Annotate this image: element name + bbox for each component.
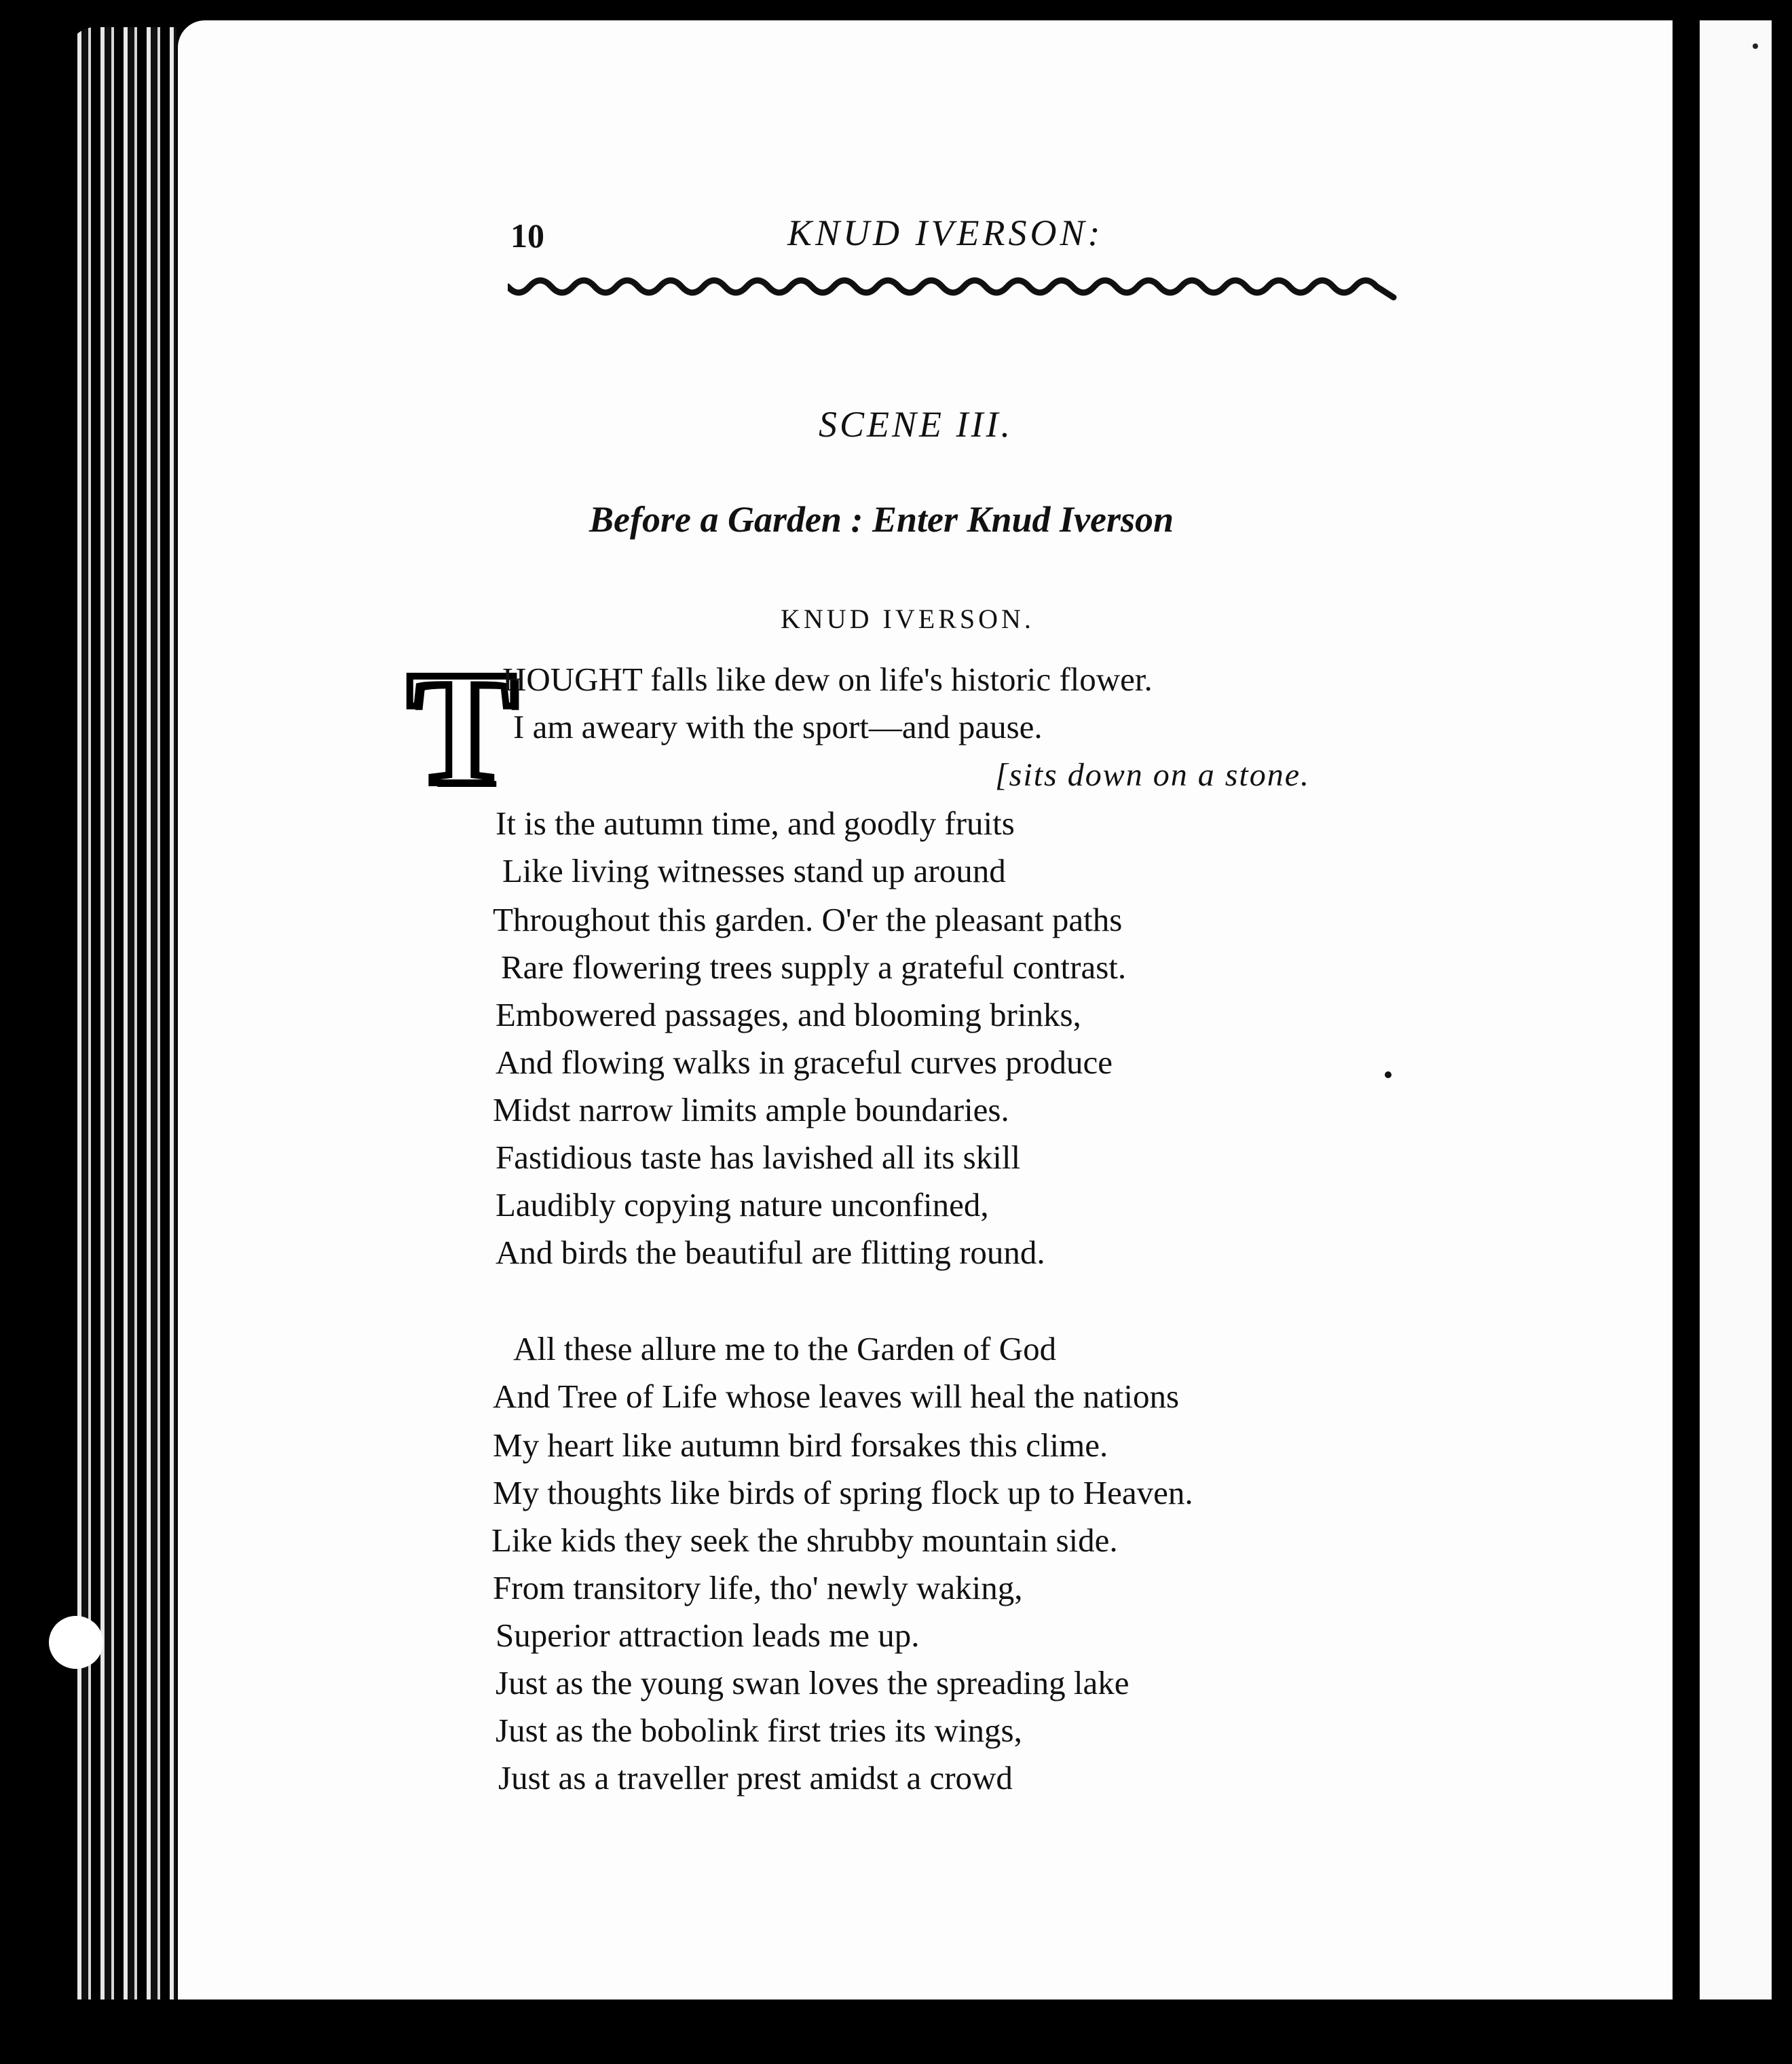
binding-page-edges <box>68 27 176 2023</box>
stage-direction: Before a Garden : Enter Knud Iverson <box>589 499 1174 540</box>
verse-line: Throughout this garden. O'er the pleasant paths <box>493 901 1123 938</box>
stage-direction-sits: [sits down on a stone. <box>995 757 1311 793</box>
verse-line: Like living witnesses stand up around <box>502 852 1006 889</box>
verse-line: And flowing walks in graceful curves produce <box>496 1044 1113 1081</box>
verse-line: Laudibly copying nature unconfined, <box>496 1186 989 1223</box>
scan-speck <box>1753 43 1758 49</box>
drop-cap-initial: T <box>407 638 517 818</box>
scene-title: SCENE III. <box>819 404 1013 445</box>
verse-line: It is the autumn time, and goodly fruits <box>496 805 1015 842</box>
verse-line: HOUGHT falls like dew on life's historic flower. <box>502 661 1153 698</box>
verse-line: Just as the young swan loves the spreading lake <box>496 1664 1130 1701</box>
verse-line: Just as the bobolink first tries its wings, <box>496 1712 1022 1749</box>
verse-line: My heart like autumn bird forsakes this clime. <box>493 1426 1108 1464</box>
verse-line: My thoughts like birds of spring flock up to Heaven. <box>493 1474 1193 1511</box>
verse-line: I am aweary with the sport—and pause. <box>513 708 1043 745</box>
verse-line: Just as a traveller prest amidst a crowd <box>498 1759 1013 1796</box>
scan-bottom-border <box>0 2000 1792 2064</box>
verse-line: All these allure me to the Garden of God <box>513 1330 1057 1367</box>
verse-line: Rare flowering trees supply a grateful contrast. <box>501 948 1127 986</box>
speaker-name: KNUD IVERSON. <box>781 604 1034 634</box>
verse-line: Embowered passages, and blooming brinks, <box>496 996 1081 1033</box>
scan-blemish <box>49 1616 103 1669</box>
running-title: KNUD IVERSON: <box>787 213 1104 253</box>
verse-line: Fastidious taste has lavished all its skill <box>496 1139 1021 1176</box>
verse-line: And Tree of Life whose leaves will heal the nations <box>493 1378 1180 1415</box>
verse-line: And birds the beautiful are flitting round. <box>496 1234 1045 1271</box>
stray-mark <box>1385 1071 1392 1078</box>
facing-page-edge <box>1697 20 1772 2016</box>
verse-line: From transitory life, tho' newly waking, <box>493 1569 1023 1606</box>
verse-line: Superior attraction leads me up. <box>496 1617 920 1654</box>
page-number: 10 <box>510 217 544 255</box>
verse-line: Like kids they seek the shrubby mountain side. <box>491 1522 1118 1559</box>
wavy-rule-ornament <box>508 272 1397 312</box>
verse-line: Midst narrow limits ample boundaries. <box>493 1091 1009 1128</box>
